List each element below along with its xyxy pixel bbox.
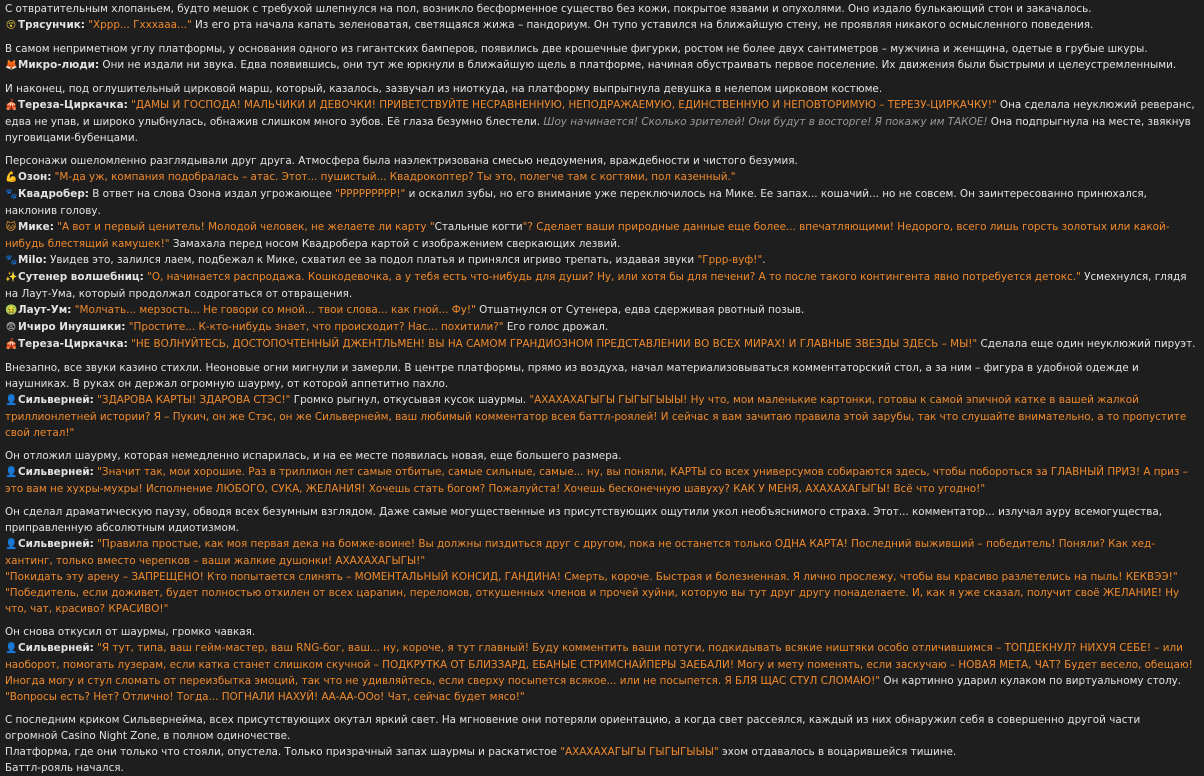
dialogue-paragraph [5, 392, 1196, 441]
quoted-speech: "М-да уж, компания подобралась – атас. Этот... пушистый... Квадрокоптер? Ты это, полегче там с когтями, пол казенный." [54, 171, 736, 183]
dialogue-paragraph [5, 186, 1196, 219]
narration-text: Он сделал драматическую паузу, обводя всех безумным взглядом. Даже самые могущественные из присутствующих ощутили укол необъяснимого страха. Этот... комментатор... излучал ауру всемогущества, приправленную абсолютным идиотизмом. [5, 506, 1163, 534]
narration-paragraph [5, 624, 1196, 640]
paw-icon: 🐾 [5, 189, 18, 200]
dialogue-paragraph [5, 252, 1196, 269]
person-icon: 👤 [5, 395, 18, 406]
person-icon: 👤 [5, 643, 18, 654]
quoted-speech: "Вопросы есть? Нет? Отлично! Тогда... ПОГНАЛИ НАХУЙ! АА-АА-ООо! Чат, сейчас будет мясо!" [5, 691, 525, 703]
narration-text: Отшатнулся от Сутенера, едва сдерживая рвотный позыв. [475, 304, 805, 316]
quoted-speech: "А вот и первый ценитель! Молодой человек, не желаете ли карту " [57, 221, 435, 233]
speaker-name: Лаут-Ум: [18, 304, 72, 316]
narration-paragraph [5, 760, 1196, 776]
circus-icon: 🎪 [5, 100, 18, 111]
speaker-name: Сильверней: [18, 466, 94, 478]
quoted-speech: "Гррр-вуф!" [697, 254, 763, 266]
narration-text: и оскалил зубы, но его внимание уже переключилось на Мике. Ее запах... кошачий... но не совсем. Он заинтересованно принюхался, наклонив голову. [5, 188, 1147, 217]
inner-thought: Шоу начинается! Сколько зрителей! Они будут в восторге! Я покажу им ТАКОЕ! [543, 116, 988, 128]
narration-text: Персонажи ошеломленно разглядывали друг друга. Атмосфера была наэлектризована смесью недоумения, враждебности и чистого безумия. [5, 155, 798, 167]
nauseated-icon: 🤢 [5, 305, 18, 316]
narration-text: С последним криком Сильвернейма, всех присутствующих окутал яркий свет. На мгновение они потеряли ориентацию, а когда свет рассеялся, каждый из них обнаружил себя в совершенно другой части огромной Casino Night Zone, в полном одиночестве. [5, 714, 1141, 742]
dialogue-paragraph [5, 464, 1196, 497]
speaker-name: Трясунчик: [18, 19, 85, 31]
narration-paragraph [5, 504, 1196, 536]
speaker-name: Озон: [18, 171, 52, 183]
narration-text: Он снова откусил от шаурмы, громко чавкая. [5, 626, 256, 638]
dialogue-paragraph [5, 169, 1196, 186]
quoted-speech: "Простите... К-кто-нибудь знает, что происходит? Нас... похитили?" [128, 321, 504, 333]
speaker-name: Сильверней: [18, 642, 94, 654]
dialogue-paragraph [5, 219, 1196, 252]
narration-text: . [762, 254, 766, 266]
narration-text: Баттл-рояль начался. [5, 762, 124, 774]
person-icon: 👤 [5, 467, 18, 478]
dialogue-paragraph [5, 640, 1196, 689]
narration-paragraph [5, 41, 1196, 57]
narration-paragraph [5, 448, 1196, 464]
dialogue-continuation [5, 585, 1196, 617]
dialogue-paragraph [5, 319, 1196, 336]
quoted-speech: "Молчать... мерзость... Не говори со мной... твои слова... как гной... Фу!" [74, 304, 476, 316]
flex-icon: 💪 [5, 172, 18, 183]
dialogue-paragraph [5, 336, 1196, 353]
dialogue-paragraph [5, 97, 1196, 146]
speaker-name: Milo: [18, 254, 47, 266]
dialogue-continuation [5, 569, 1196, 585]
speaker-name: Квадробер: [18, 188, 89, 200]
narration-text: Сделала еще один неуклюжий пируэт. [977, 338, 1196, 350]
narration-text: эхом отдавалось в воцарившейся тишине. [718, 746, 957, 758]
narration-text: Стальные когти [434, 221, 523, 233]
speaker-name: Сильверней: [18, 538, 94, 550]
cat-icon: 🐱 [5, 222, 17, 233]
quoted-speech: "РРРРРРРРР!" [335, 188, 406, 200]
dialogue-paragraph [5, 269, 1196, 302]
circus-icon: 🎪 [5, 339, 18, 350]
narration-paragraph [5, 744, 1196, 760]
quoted-speech: "ДАМЫ И ГОСПОДА! МАЛЬЧИКИ И ДЕВОЧКИ! ПРИВЕТСТВУЙТЕ НЕСРАВНЕННУЮ, НЕПОДРАЖАЕМУЮ, ЕДИНСТВЕННУЮ И НЕПОВТОРИМУЮ – ТЕРЕЗУ-ЦИРКАЧКУ!" [131, 99, 997, 111]
quoted-speech: "ЗДАРОВА КАРТЫ! ЗДАРОВА СТЭС!" [97, 394, 291, 406]
quoted-speech: "АХАХАХАГЫГЫ ГЫГЫГЫЫЫ! Ну что, мои маленькие картонки, готовы к самой эпичной катке в вашей жалкой триллионлетней истории? Я – Пукич, он же Стэс, он же Сильвернейм, ваш любимый комментатор всея баттл-роялей! И сейчас я вам зачитаю правила этой зарубы, так что слушайте внимательно, а то пропустите свой летал!" [5, 394, 1187, 439]
narration-text: Из его рта начала капать зеленоватая, светящаяся жижа – пандориум. Он тупо уставился на ближайшую стену, не проявляя никакого осмысленного поведения. [191, 19, 1094, 31]
face-icon: 😨 [5, 322, 17, 333]
narration-text: Она сделала неуклюжий реверанс, едва не упав, и широко улыбнулась, обнажив слишком много зубов. Её глаза безумно блестели. [5, 99, 1195, 128]
narration-paragraph [5, 81, 1196, 97]
speaker-name: Мике: [18, 221, 54, 233]
speaker-name: Микро-люди: [18, 59, 100, 71]
person-icon: 👤 [5, 539, 18, 550]
quoted-speech: "О, начинается распродажа. Кошкодевочка, а у тебя есть что-нибудь для души? Ну, или хотя бы для печени? А то после такого контингента явно потребуется детокс." [147, 271, 1081, 283]
narration-text: Увидев это, залился лаем, подбежал к Мике, схватил ее за подол платья и принялся игриво трепать, издавая звуки [46, 254, 698, 266]
narration-paragraph [5, 712, 1196, 744]
speaker-name: Сильверней: [18, 394, 94, 406]
fox-icon: 🦊 [5, 60, 18, 71]
dialogue-paragraph [5, 17, 1196, 34]
narration-text: В ответ на слова Озона издал угрожающее [88, 188, 336, 200]
narration-paragraph [5, 153, 1196, 169]
narration-text: Она подпрыгнула на месте, звякнув пуговицами-бубенцами. [5, 116, 1191, 144]
speaker-name: Ичиро Инуяшики: [18, 321, 126, 333]
narration-text: С отвратительным хлопаньем, будто мешок с требухой шлепнулся на пол, возникло бесформенное существо без кожи, покрытое язвами и опухолями. Оно издало булькающий стон и закачалось. [5, 3, 1092, 15]
quoted-speech: "Правила простые, как моя первая дека на бомже-воине! Вы должны пиздиться друг с другом, пока не останется только ОДНА КАРТА! Последний выживший – победитель! Поняли? Как хед-хантинг, только вместо черепков – ваши жалкие душонки! АХАХАХАГЫГЫ!" [5, 538, 1155, 567]
narration-text: Он отложил шаурму, которая немедленно испарилась, и на ее месте появилась новая, еще большего размера. [5, 450, 622, 462]
narration-text: Громко рыгнул, откусывая кусок шаурмы. [290, 394, 530, 406]
quoted-speech: "АХАХАХАГЫГЫ ГЫГЫГЫЫЫ" [560, 746, 719, 758]
dialogue-continuation [5, 689, 1196, 705]
narration-text: Усмехнулся, глядя на Лаут-Ума, который продолжал содрогаться от отвращения. [5, 271, 1187, 300]
speaker-name: Тереза-Циркачка: [18, 99, 128, 111]
narration-paragraph [5, 1, 1196, 17]
narration-text: Его голос дрожал. [503, 321, 609, 333]
narration-text: Он картинно ударил кулаком по виртуальному столу. [880, 675, 1182, 687]
paw-icon: 🐾 [5, 255, 18, 266]
quoted-speech: "Покидать эту арену – ЗАПРЕЩЕНО! Кто попытается слинять – МОМЕНТАЛЬНЫЙ КОНСИД, ГАНДИНА! Смерть, короче. Быстрая и болезненная. Я лично прослежу, чтобы вы красиво разлетелись на пыль! КЕКВЭЭ!" [5, 571, 1178, 583]
dialogue-paragraph [5, 536, 1196, 569]
narration-text: В самом неприметном углу платформы, у основания одного из гигантских бамперов, появились две крошечные фигурки, ростом не более двух сантиметров – мужчина и женщина, одетые в грубые шкуры. [5, 43, 1148, 55]
speaker-name: Тереза-Циркачка: [18, 338, 128, 350]
face-icon: 😵 [5, 20, 17, 31]
narration-text: Замахала перед носом Квадробера картой с изображением сверкающих лезвий. [169, 238, 621, 250]
dialogue-paragraph [5, 302, 1196, 319]
quoted-speech: "? Сделает ваши природные данные еще более... впечатляющими! Недорого, всего лишь горсть золотых или какой-нибудь блестящий камушек!" [5, 221, 1170, 250]
narration-text: И наконец, под оглушительный цирковой марш, который, казалось, зазвучал из ниоткуда, на платформу выпрыгнула девушка в нелепом цирковом костюме. [5, 83, 883, 95]
quoted-speech: "Хррр... Гхххааа..." [88, 19, 192, 31]
narration-text: Платформа, где они только что стояли, опустела. Только призрачный запах шаурмы и раскатистое [5, 746, 561, 758]
narration-paragraph [5, 360, 1196, 392]
quoted-speech: "НЕ ВОЛНУЙТЕСЬ, ДОСТОПОЧТЕННЫЙ ДЖЕНТЛЬМЕН! ВЫ НА САМОМ ГРАНДИОЗНОМ ПРЕДСТАВЛЕНИИ ВО ВСЕХ МИРАХ! И ГЛАВНЫЕ ЗВЕЗДЫ ЗДЕСЬ – МЫ!" [131, 338, 978, 350]
sparkle-icon: ✨ [5, 272, 18, 283]
quoted-speech: "Значит так, мои хорошие. Раз в триллион лет самые отбитые, самые сильные, самые... ну, вы поняли, КАРТЫ со всех универсумов собираются здесь, чтобы побороться за ГЛАВНЫЙ ПРИЗ! А приз – это вам не хухры-мухры! Исполнение ЛЮБОГО, СУКА, ЖЕЛАНИЯ! Хочешь стать богом? Пожалуйста! Хочешь бесконечную шавуху? КАК У МЕНЯ, АХАХАХАГЫГЫ! Всё что угодно!" [5, 466, 1188, 495]
speaker-name: Сутенер волшебниц: [18, 271, 144, 283]
narration-text: Внезапно, все звуки казино стихли. Неоновые огни мигнули и замерли. В центре платформы, прямо из воздуха, начал материализовываться комментаторский стол, а за ним – фигура в удобной одежде и наушниках. В руках он держал огромную шаурму, от которой аппетитно пахло. [5, 362, 1139, 390]
quoted-speech: "Победитель, если доживет, будет полностью отхилен от всех царапин, переломов, откушенных членов и прочей хуйни, которую вы тут друг другу понаделаете. И, как я уже сказал, получит своё ЖЕЛАНИЕ! Ну что, чат, красиво? КРАСИВО!" [5, 587, 1180, 615]
narration-text: Они не издали ни звука. Едва появившись, они тут же юркнули в ближайшую щель в платформе, начиная обустраивать первое поселение. Их движения были быстрыми и целеустремленными. [99, 59, 1177, 71]
quoted-speech: "Я тут, типа, ваш гейм-мастер, ваш RNG-бог, ваш... ну, короче, я тут главный! Буду комментить ваши потуги, подкидывать всякие ништяки особо отличившимся – ТОПДЕКНУЛ? НИХУЯ СЕБЕ! – или наоборот, помогать лузерам, если катка станет слишком скучной – ПОДКРУТКА ОТ БЛИЗЗАРД, ЕБАНЫЕ СТРИМСНАЙПЕРЫ ЗАЕБАЛИ! Могу и мету поменять, если заскучаю – НОВАЯ МЕТА, ЧАТ? Будет весело, обещаю! Иногда могу и стул сломать от переизбытка эмоций, так что не удивляйтесь, если сверху посыпется всякое... или не посыпется. Я БЛЯ ЩАС СТУЛ СЛОМАЮ!" [5, 642, 1193, 687]
dialogue-paragraph [5, 57, 1196, 74]
